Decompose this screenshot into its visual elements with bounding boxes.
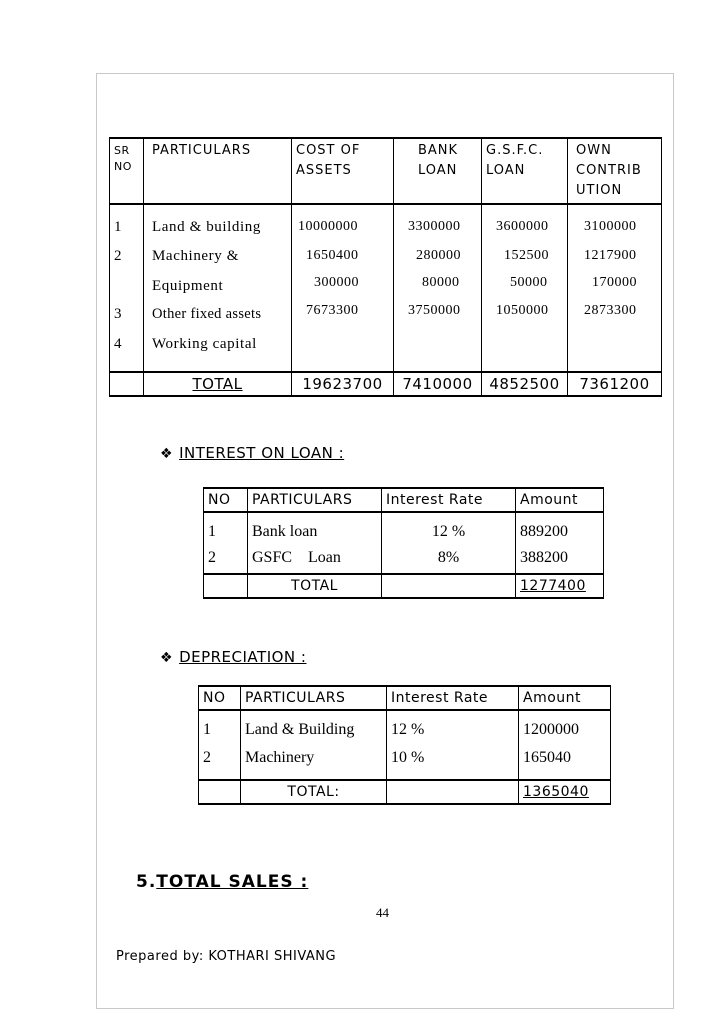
row-5-sr: 4 — [114, 336, 123, 352]
header-sr-no — [110, 138, 144, 204]
bank-column — [394, 204, 482, 372]
interest-total-amount: 1277400 — [520, 578, 586, 594]
total-sales-heading — [136, 872, 308, 892]
header-particulars: PARTICULARS — [144, 138, 292, 204]
row-3-gsfc: 50000 — [510, 275, 548, 290]
depreciation-header-no: NO — [199, 686, 241, 710]
sr-column — [110, 204, 144, 372]
header-cost-line2: ASSETS — [296, 163, 352, 178]
row-1-sr: 1 — [114, 219, 123, 235]
row-1-own: 3100000 — [584, 219, 637, 234]
assets-total-row — [110, 372, 662, 396]
row-4-cost: 7673300 — [306, 303, 359, 318]
header-bank-line2: LOAN — [418, 163, 458, 178]
header-bank — [394, 138, 482, 204]
diamond-bullet-icon: ❖ — [160, 650, 174, 666]
row-4-particulars: Other fixed assets — [152, 306, 262, 322]
assets-table — [109, 137, 662, 397]
depreciation-header-rate: Interest Rate — [387, 686, 519, 710]
row-2-particulars: Machinery & — [152, 248, 239, 264]
depreciation-table — [198, 685, 611, 805]
interest-header-rate: Interest Rate — [382, 488, 516, 512]
depreciation-section-title: ❖ DEPRECIATION : — [160, 648, 307, 666]
header-sr: SR — [114, 144, 130, 157]
gsfc-column — [482, 204, 568, 372]
depreciation-row-2: 2 Machinery 10 % 165040 — [199, 743, 611, 780]
header-own-line3: UTION — [576, 183, 623, 198]
interest-row-2: 2 GSFC Loan 8% 388200 — [204, 545, 604, 574]
depreciation-header-row — [199, 686, 611, 710]
row-3-cost: 300000 — [314, 275, 359, 290]
diamond-bullet-icon: ❖ — [160, 446, 174, 462]
row-3-bank: 80000 — [422, 275, 460, 290]
header-gsfc — [482, 138, 568, 204]
depreciation-row-1: 1 Land & Building 12 % 1200000 — [199, 710, 611, 743]
interest-header-particulars: PARTICULARS — [248, 488, 382, 512]
interest-total-row — [204, 574, 604, 598]
depreciation-header-particulars: PARTICULARS — [241, 686, 387, 710]
prepared-by-footer: Prepared by: KOTHARI SHIVANG — [116, 949, 337, 964]
assets-table-body — [110, 204, 662, 372]
interest-row-1: 1 Bank loan 12 % 889200 — [204, 512, 604, 545]
row-2-cost: 1650400 — [306, 248, 359, 263]
assets-table-header — [110, 138, 662, 204]
total-label: TOTAL — [192, 375, 243, 393]
page-number: 44 — [376, 905, 389, 920]
header-bank-line1: BANK — [418, 143, 459, 158]
header-no: NO — [114, 160, 132, 173]
own-column — [568, 204, 662, 372]
row-1-bank: 3300000 — [408, 219, 461, 234]
header-cost — [292, 138, 394, 204]
row-1-particulars: Land & building — [152, 219, 261, 235]
total-cost: 19623700 — [292, 372, 394, 396]
depreciation-total-label: TOTAL: — [241, 780, 387, 804]
header-gsfc-line2: LOAN — [486, 163, 526, 178]
cost-column — [292, 204, 394, 372]
header-own — [568, 138, 662, 204]
row-5-particulars: Working capital — [152, 336, 257, 352]
header-cost-line1: COST OF — [296, 143, 361, 158]
depreciation-total-amount: 1365040 — [523, 784, 589, 800]
row-3-particulars: Equipment — [152, 278, 224, 294]
total-gsfc: 4852500 — [482, 372, 568, 396]
row-2-own: 1217900 — [584, 248, 637, 263]
depreciation-total-row — [199, 780, 611, 804]
row-4-sr: 3 — [114, 306, 123, 322]
row-2-sr: 2 — [114, 248, 123, 264]
row-2-bank: 280000 — [416, 248, 461, 263]
interest-header-no: NO — [204, 488, 248, 512]
row-4-bank: 3750000 — [408, 303, 461, 318]
interest-section-title: ❖ INTEREST ON LOAN : — [160, 444, 345, 462]
total-sales-label: TOTAL SALES : — [156, 872, 309, 892]
row-1-gsfc: 3600000 — [496, 219, 549, 234]
interest-header-row — [204, 488, 604, 512]
interest-header-amount: Amount — [516, 488, 604, 512]
row-4-gsfc: 1050000 — [496, 303, 549, 318]
total-bank: 7410000 — [394, 372, 482, 396]
row-1-cost: 10000000 — [298, 219, 358, 234]
header-own-line1: OWN — [576, 143, 612, 158]
total-sales-number: 5. — [136, 872, 157, 892]
total-own: 7361200 — [568, 372, 662, 396]
header-own-line2: CONTRIB — [576, 163, 642, 178]
header-gsfc-line1: G.S.F.C. — [486, 143, 544, 158]
row-2-gsfc: 152500 — [504, 248, 549, 263]
row-3-own: 170000 — [592, 275, 637, 290]
row-4-own: 2873300 — [584, 303, 637, 318]
particulars-column — [144, 204, 292, 372]
depreciation-header-amount: Amount — [519, 686, 611, 710]
interest-table — [203, 487, 604, 599]
interest-total-label: TOTAL — [248, 574, 382, 598]
